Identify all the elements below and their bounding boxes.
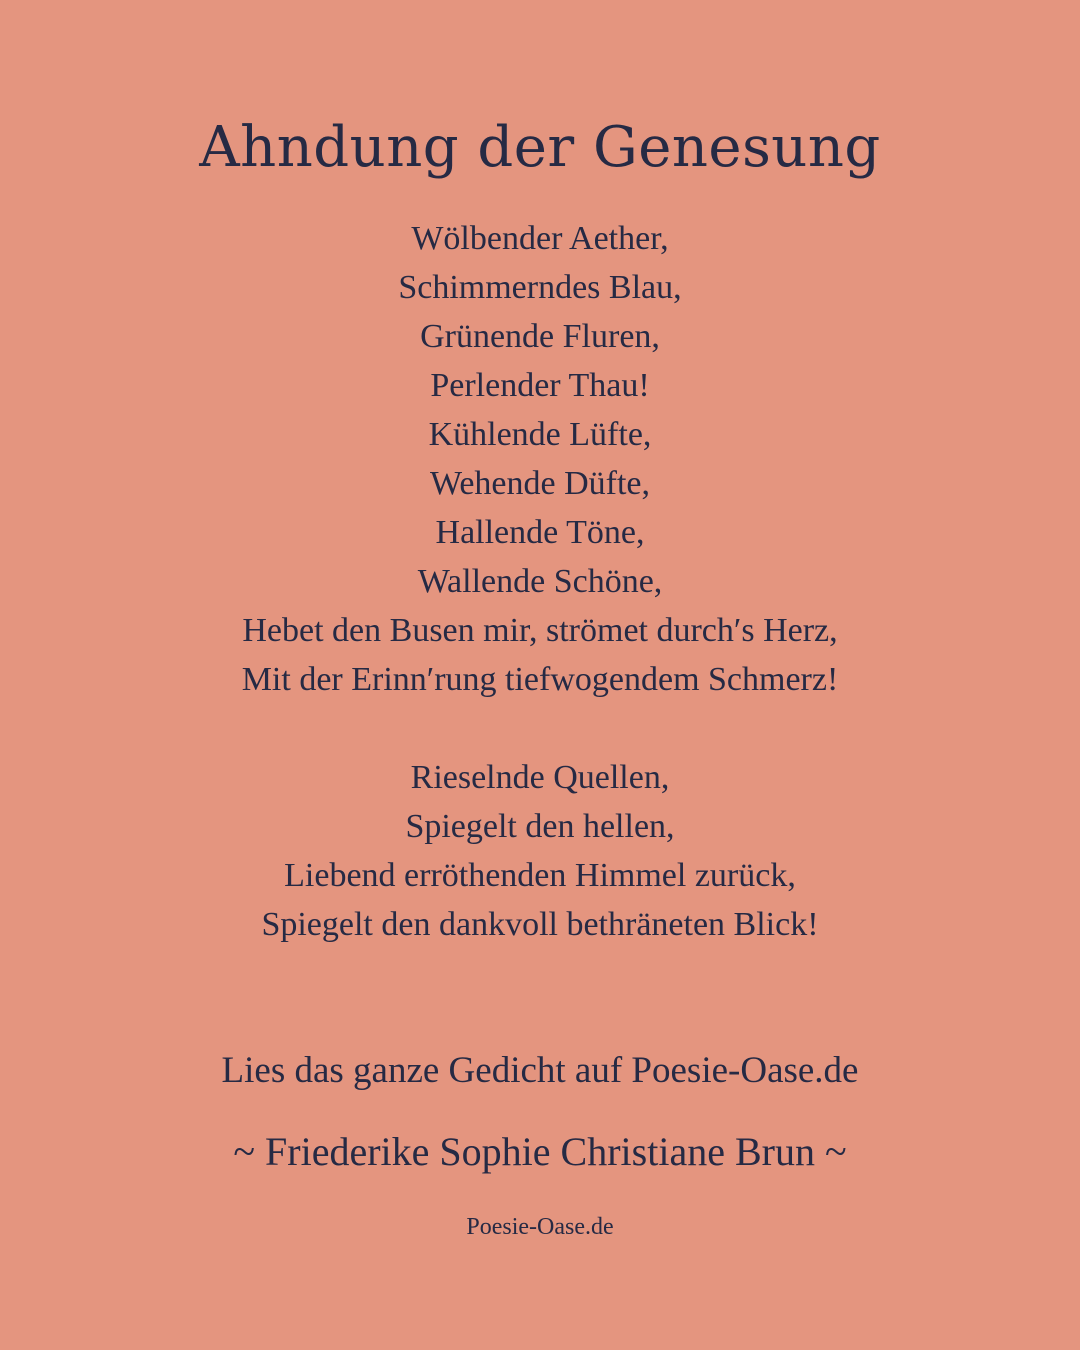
poem-line: Perlender Thau! [430,367,650,404]
site-footer: Poesie-Oase.de [466,1214,614,1240]
author-name: ~ Friederike Sophie Christiane Brun ~ [233,1129,847,1174]
poem-line: Schimmerndes Blau, [398,269,682,306]
poem-body [0,214,1080,949]
poem-line: Grünende Fluren, [420,318,660,355]
poem-line: Mit der Erinn′rung tiefwogendem Schmerz! [241,661,839,698]
poem-line: Wallende Schöne, [417,563,663,600]
poem-line: Spiegelt den dankvoll bethräneten Blick! [261,906,819,943]
poem-line: Wehende Düfte, [429,465,651,502]
poem-title: Ahndung der Genesung [199,115,881,180]
poem-line: Rieselnde Quellen, [410,759,670,796]
stanza-1 [0,214,1080,704]
poem-line: Spiegelt den hellen, [405,808,675,845]
poem-line: Wölbender Aether, [411,220,669,257]
poem-line: Kühlende Lüfte, [428,416,652,453]
poem-line: Hallende Töne, [435,514,645,551]
poem-line: Hebet den Busen mir, strömet durch′s Herz, [242,612,838,649]
stanza-2 [0,753,1080,949]
poem-line: Liebend erröthenden Himmel zurück, [284,857,796,894]
read-full-poem-text: Lies das ganze Gedicht auf Poesie-Oase.de [221,1050,859,1091]
